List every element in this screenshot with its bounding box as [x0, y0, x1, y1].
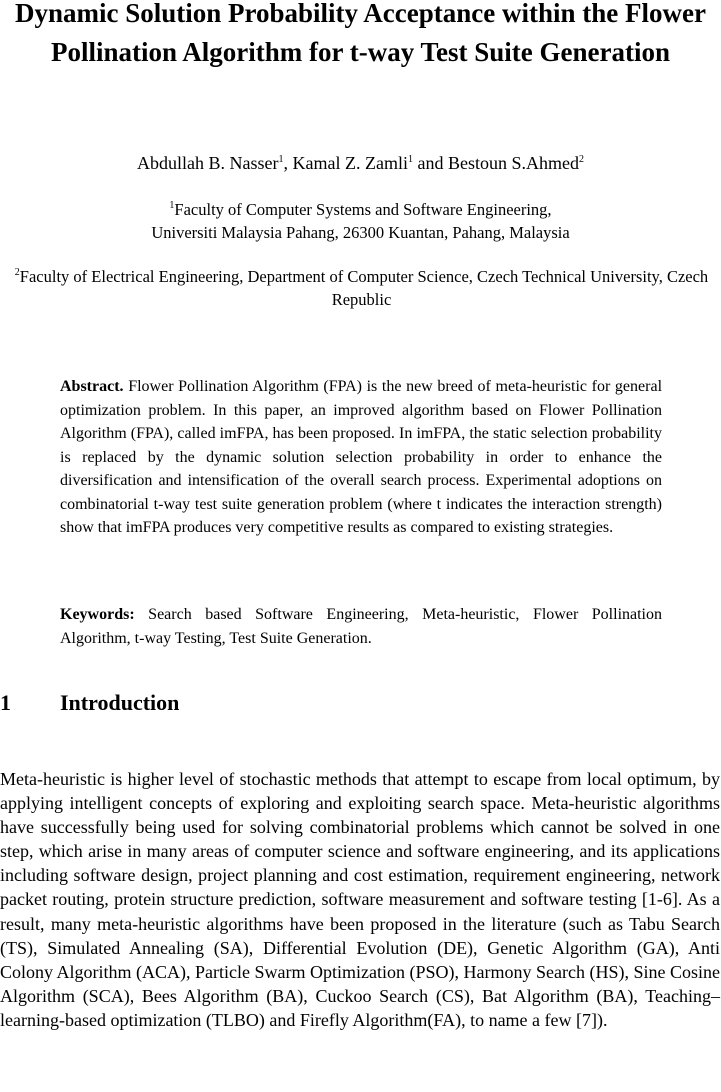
section-title: Introduction — [60, 690, 180, 715]
keywords-text: Search based Software Engineering, Meta-heuristic, Flower Pollination Algorithm, t-way Testing, Test Suite Generation. — [60, 606, 663, 647]
affiliation-marker: 1 — [169, 200, 175, 211]
introduction-paragraph: Meta-heuristic is higher level of stochastic methods that attempt to escape from local optimum, by applying intelligent concepts of exploring and exploiting search space. Meta-heuristic algorithms have successfully being used for solving combinatorial problems which cannot be solved in one step, which arise in many areas of computer science and software engineering, and its applications including software design, project planning and cost estimation, requirement engineering, network packet routing, protein structure prediction, software measurement and software testing [1-6]. As a result, many meta-heuristic algorithms have been proposed in the literature (such as Tabu Search (TS), Simulated Annealing (SA), Differential Evolution (DE), Genetic Algorithm (GA), Anti Colony Algorithm (ACA), Particle Swarm Optimization (PSO), Harmony Search (HS), Sine Cosine Algorithm (SCA), Bees Algorithm (BA), Cuckoo Search (CS), Bat Algorithm (BA), Teaching–learning-based optimization (TLBO) and Firefly Algorithm(FA), to name a few [7]). — [0, 769, 720, 1030]
affiliation-2 — [2, 265, 721, 311]
author-separator: and — [412, 153, 448, 173]
affiliation-1 — [0, 198, 721, 244]
paper-title: Dynamic Solution Probability Acceptance within the Flower Pollination Algorithm for t-way Test Suite Generation — [15, 0, 706, 67]
abstract — [60, 375, 662, 540]
author-separator: , — [283, 153, 293, 173]
section-number: 1 — [0, 690, 11, 715]
affiliation-text: Faculty of Electrical Engineering, Department of Computer Science, Czech Technical University, Czech Republic — [19, 267, 709, 309]
author-name: Abdullah B. Nasser — [137, 153, 279, 173]
keywords — [60, 603, 662, 651]
author-name: Bestoun S.Ahmed — [447, 153, 579, 173]
author-affiliation-marker: 1 — [407, 154, 413, 165]
affiliation-marker: 2 — [14, 267, 20, 278]
author-name: Kamal Z. Zamli — [292, 153, 408, 173]
abstract-label: Abstract. — [60, 378, 124, 395]
author-affiliation-marker: 2 — [578, 154, 584, 165]
affiliation-line: Universiti Malaysia Pahang, 26300 Kuantan, Pahang, Malaysia — [151, 223, 570, 242]
affiliation-line: Faculty of Computer Systems and Software Engineering, — [174, 200, 552, 219]
author-list — [0, 150, 721, 176]
abstract-text: Flower Pollination Algorithm (FPA) is the new breed of meta-heuristic for general optimization problem. In this paper, an improved algorithm based on Flower Pollination Algorithm (FPA), called imFPA, has been proposed. In imFPA, the static selection probability is replaced by the dynamic solution selection probability in order to enhance the diversification and intensification of the overall search process. Experimental adoptions on combinatorial t-way test suite generation problem (where t indicates the interaction strength) show that imFPA produces very competitive results as compared to existing strategies. — [60, 378, 663, 536]
keywords-label: Keywords: — [60, 606, 135, 623]
author-affiliation-marker: 1 — [278, 154, 284, 165]
